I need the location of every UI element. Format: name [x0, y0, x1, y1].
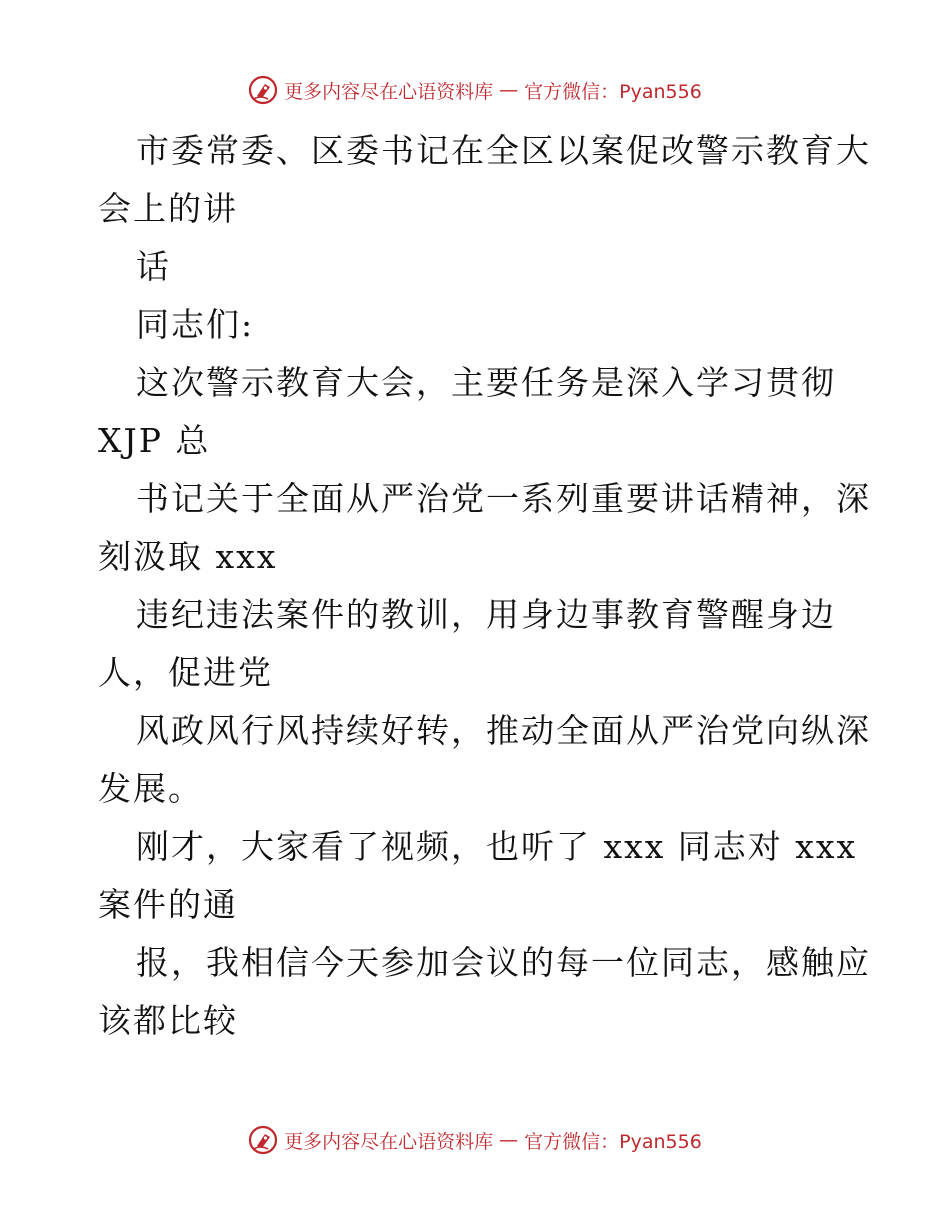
watermark [248, 1125, 702, 1155]
document-line: 市委常委、区委书记在全区以案促改警示教育大 [136, 131, 871, 170]
document-line: 这次警示教育大会，主要任务是深入学习贯彻 [136, 363, 836, 402]
document-line: 违纪违法案件的教训，用身边事教育警醒身边 [136, 595, 836, 634]
pen-nib-logo-icon [248, 75, 278, 105]
document-line: 刻汲取 xxx [98, 537, 278, 576]
document-line: 发展。 [98, 769, 203, 808]
document-line: 风政风行风持续好转，推动全面从严治党向纵深 [136, 711, 871, 750]
watermark-dash: — [499, 79, 519, 101]
watermark-contact-text: 官方微信：Pyan556 [524, 80, 702, 103]
document-line: 同志们: [136, 305, 255, 344]
watermark-brand-text: 更多内容尽在心语资料库 [284, 80, 494, 103]
document-line: 话 [136, 247, 171, 286]
pen-nib-logo-icon [248, 1125, 278, 1155]
document-line: 书记关于全面从严治党一系列重要讲话精神，深 [136, 479, 871, 518]
document-line: 报，我相信今天参加会议的每一位同志，感触应 [136, 943, 871, 982]
footer-watermark-banner [0, 1120, 950, 1160]
document-line: 刚才，大家看了视频，也听了 xxx 同志对 xxx [136, 827, 858, 866]
watermark-dash: — [499, 1129, 519, 1151]
document-body [98, 122, 878, 1050]
watermark-contact-text: 官方微信：Pyan556 [524, 1130, 702, 1153]
document-line: 会上的讲 [98, 189, 238, 228]
header-watermark-banner [0, 70, 950, 110]
document-line: 该都比较 [98, 1001, 238, 1040]
document-line: 案件的通 [98, 885, 238, 924]
watermark-brand-text: 更多内容尽在心语资料库 [284, 1130, 494, 1153]
document-line: XJP 总 [98, 421, 211, 460]
watermark [248, 75, 702, 105]
document-line: 人，促进党 [98, 653, 273, 692]
